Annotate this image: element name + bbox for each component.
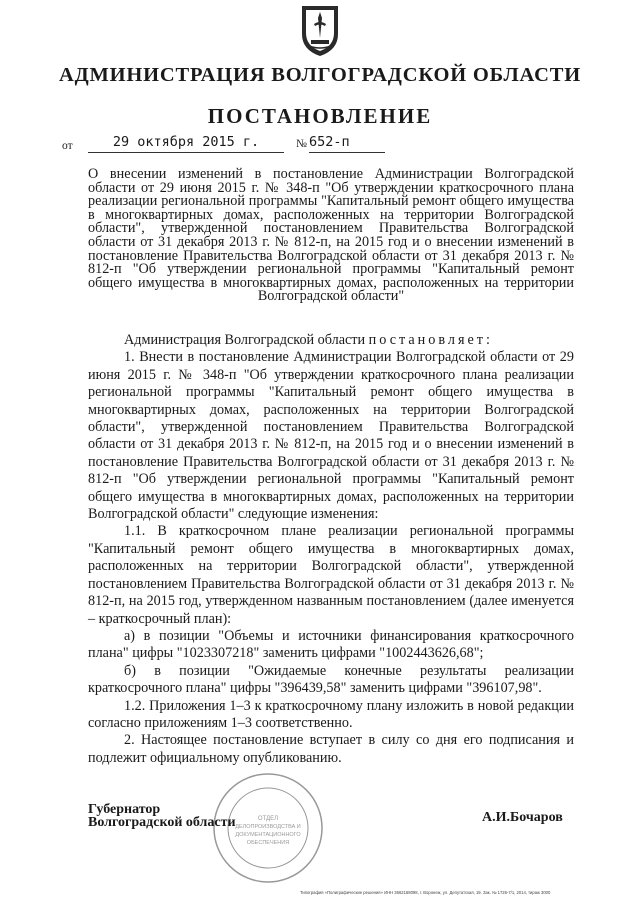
signatory-name: А.И.Бочаров [482, 810, 563, 825]
paragraph-1: 1. Внести в постановление Администрации Волгоградской области от 29 июня 2015 г. № 348-п "Об утверждении краткосрочного плана реализации региональной программы "Капитальный ремонт общего имущества в многоквартирных домах, расположенных на территории Волгоградской области", утвержденной постановлением Правительства Волгоградской области от 31 декабря 2013 г. № 812-п, на 2015 год и о внесении изменений в постановление Правительства Волгоградской области от 31 декабря 2013 г. № 812-п "Об утверждении региональной программы "Капитальный ремонт общего имущества в многоквартирных домах, расположенных на территории Волгоградской области" следующие изменения: [88, 349, 574, 523]
svg-text:ДЕЛОПРОИЗВОДСТВА И: ДЕЛОПРОИЗВОДСТВА И [235, 824, 301, 830]
date-prefix: от [62, 140, 73, 152]
printer-footer: Типография «Полиграфические решения» ИНН 3662168098, г. Воронеж, ул. Депутатская, 19. Зак. № 1726-7/1, 2014, тираж 3000 [300, 890, 551, 895]
paragraph-1-1: 1.1. В краткосрочном плане реализации региональной программы "Капитальный ремонт общего имущества в многоквартирных домах, расположенных на территории Волгоградской области", утвержденной постановлением Правительства Волгоградской области от 31 декабря 2013 г. № 812-п, на 2015 год, утвержденном названным постановлением (далее именуется – краткосрочный план): [88, 523, 574, 627]
svg-text:ОБЕСПЕЧЕНИЯ: ОБЕСПЕЧЕНИЯ [246, 840, 290, 846]
intro-prefix: Администрация Волгоградской области [124, 332, 366, 348]
paragraph-2: 2. Настоящее постановление вступает в силу со дня его подписания и подлежит официальному опубликованию. [88, 732, 574, 766]
document-date: 29 октября 2015 г. [88, 134, 284, 153]
document-type-title: ПОСТАНОВЛЕНИЕ [207, 104, 433, 128]
document-body [88, 332, 574, 767]
signatory-title-line-1: Губернатор [88, 802, 161, 817]
coat-of-arms-emblem [299, 4, 341, 58]
svg-text:ДОКУМЕНТАЦИОННОГО: ДОКУМЕНТАЦИОННОГО [235, 832, 301, 838]
signatory-title [88, 803, 236, 829]
paragraph-1-1-b: б) в позиции "Ожидаемые конечные результаты реализации краткосрочного плана" цифры "396439,58" заменить цифрами "396107,98". [88, 662, 574, 697]
intro-paragraph [88, 332, 574, 349]
document-meta [60, 134, 360, 156]
paragraph-1-1-a: а) в позиции "Объемы и источники финансирования краткосрочного плана" цифры "1023307218" заменить цифрами "1002443626,68"; [88, 627, 574, 662]
svg-text:ОТДЕЛ: ОТДЕЛ [257, 816, 279, 822]
signatory-title-line-2: Волгоградской области [88, 815, 236, 830]
document-number: 652-п [309, 134, 385, 153]
document-subject: О внесении изменений в постановление Администрации Волгоградской области от 29 июня 2015 г. № 348-п "Об утверждении краткосрочного плана реализации региональной программы "Капитальный ремонт общего имущества в многоквартирных домах, расположенных на территории Волгоградской области", утвержденной постановлением Правительства Волгоградской области от 31 декабря 2013 г. № 812-п, на 2015 год и о внесении изменений в постановление Правительства Волгоградской области от 31 декабря 2013 г. № 812-п "Об утверждении региональной программы "Капитальный ремонт общего имущества в многоквартирных домах, расположенных на территории Волгоградской области" [88, 166, 574, 305]
intro-verb: постановляет: [368, 332, 493, 348]
paragraph-1-2: 1.2. Приложения 1–3 к краткосрочному плану изложить в новой редакции согласно приложениям 1–3 соответственно. [88, 697, 574, 731]
organization-title: АДМИНИСТРАЦИЯ ВОЛГОГРАДСКОЙ ОБЛАСТИ [59, 64, 581, 86]
number-sign: № [296, 138, 307, 150]
